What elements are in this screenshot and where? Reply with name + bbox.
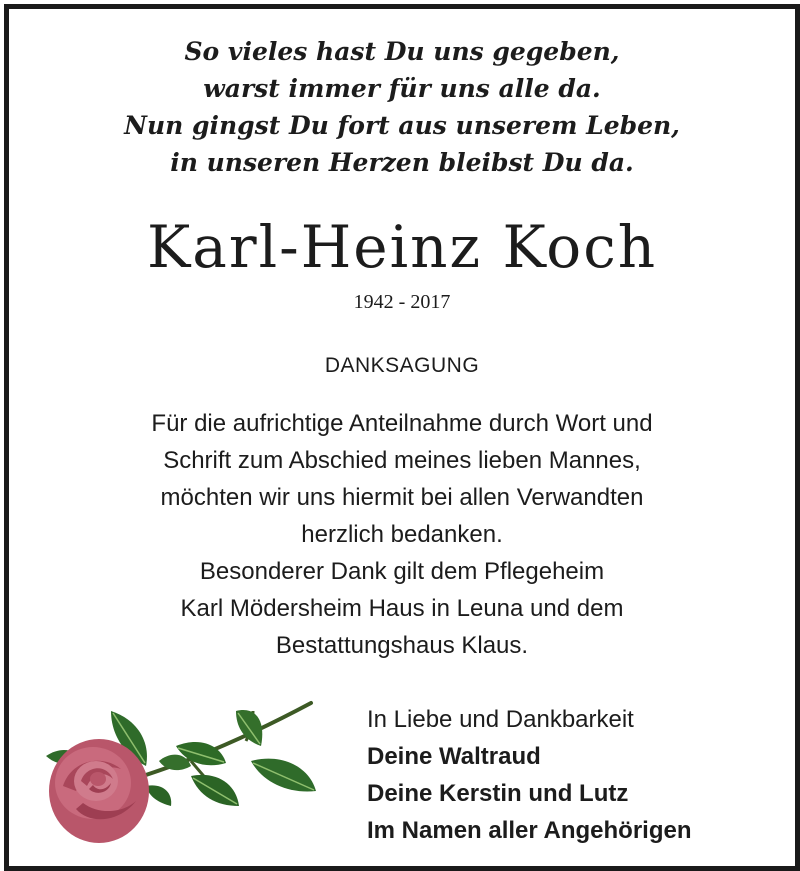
- section-heading: DANKSAGUNG: [324, 354, 480, 377]
- message-line: Für die aufrichtige Anteilnahme durch Wort und: [151, 410, 653, 437]
- deceased-name: Karl-Heinz Koch: [146, 213, 658, 281]
- notice-frame: [4, 4, 800, 871]
- poem-line: So vieles hast Du uns gegeben,: [184, 37, 620, 66]
- signature-line: In Liebe und Dankbarkeit: [367, 706, 634, 733]
- signature-line: Deine Waltraud: [367, 743, 541, 770]
- message-line: möchten wir uns hiermit bei allen Verwandten: [160, 484, 644, 511]
- signature-line: Deine Kerstin und Lutz: [367, 780, 629, 807]
- life-years: 1942 - 2017: [353, 291, 451, 313]
- signature-block: [367, 701, 692, 849]
- poem-line: warst immer für uns alle da.: [203, 74, 601, 103]
- poem-line: in unseren Herzen bleibst Du da.: [170, 148, 634, 177]
- signature-line: Im Namen aller Angehörigen: [367, 817, 692, 844]
- message-line: Karl Mödersheim Haus in Leuna und dem: [180, 595, 624, 622]
- message-line: Besonderer Dank gilt dem Pflegeheim: [199, 558, 605, 585]
- poem: [9, 33, 795, 181]
- message-line: herzlich bedanken.: [301, 521, 503, 548]
- thanks-message: [9, 405, 795, 664]
- message-line: Bestattungshaus Klaus.: [275, 632, 529, 659]
- rose-image: [41, 691, 321, 851]
- message-line: Schrift zum Abschied meines lieben Mannes,: [163, 447, 641, 474]
- poem-line: Nun gingst Du fort aus unserem Leben,: [124, 111, 680, 140]
